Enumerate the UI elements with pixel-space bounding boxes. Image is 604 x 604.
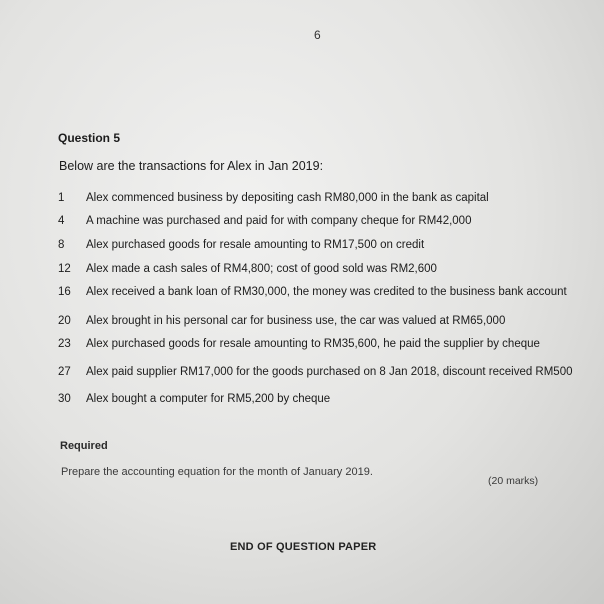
transaction-text: Alex brought in his personal car for business use, the car was valued at RM65,000 (86, 315, 506, 327)
intro-text: Below are the transactions for Alex in Jan 2019: (59, 159, 324, 173)
page-number: 6 (314, 28, 321, 42)
transaction-day: 16 (58, 286, 71, 298)
transaction-day: 20 (58, 315, 71, 327)
transaction-text: Alex made a cash sales of RM4,800; cost of good sold was RM2,600 (86, 263, 437, 275)
transaction-text: Alex paid supplier RM17,000 for the goods purchased on 8 Jan 2018, discount received RM500 (86, 366, 573, 378)
transaction-text: Alex received a bank loan of RM30,000, the money was credited to the business bank account (86, 286, 567, 298)
end-of-paper-note: END OF QUESTION PAPER (230, 541, 377, 553)
transaction-day: 27 (58, 366, 71, 378)
marks-label: (20 marks) (488, 475, 539, 487)
question-title: Question 5 (58, 131, 121, 145)
transaction-day: 4 (58, 215, 65, 227)
transaction-day: 1 (58, 192, 65, 204)
transaction-text: Alex commenced business by depositing cash RM80,000 in the bank as capital (86, 192, 489, 204)
transaction-text: Alex purchased goods for resale amounting to RM17,500 on credit (86, 239, 425, 251)
transaction-day: 23 (58, 338, 71, 350)
transaction-text: Alex bought a computer for RM5,200 by cheque (86, 393, 331, 405)
transaction-day: 30 (58, 393, 71, 405)
required-label: Required (60, 440, 108, 452)
transaction-text: A machine was purchased and paid for with company cheque for RM42,000 (86, 215, 472, 227)
transaction-day: 8 (58, 239, 65, 251)
transaction-text: Alex purchased goods for resale amounting to RM35,600, he paid the supplier by cheque (86, 338, 540, 350)
transaction-day: 12 (58, 263, 71, 275)
instruction-text: Prepare the accounting equation for the month of January 2019. (61, 466, 373, 478)
